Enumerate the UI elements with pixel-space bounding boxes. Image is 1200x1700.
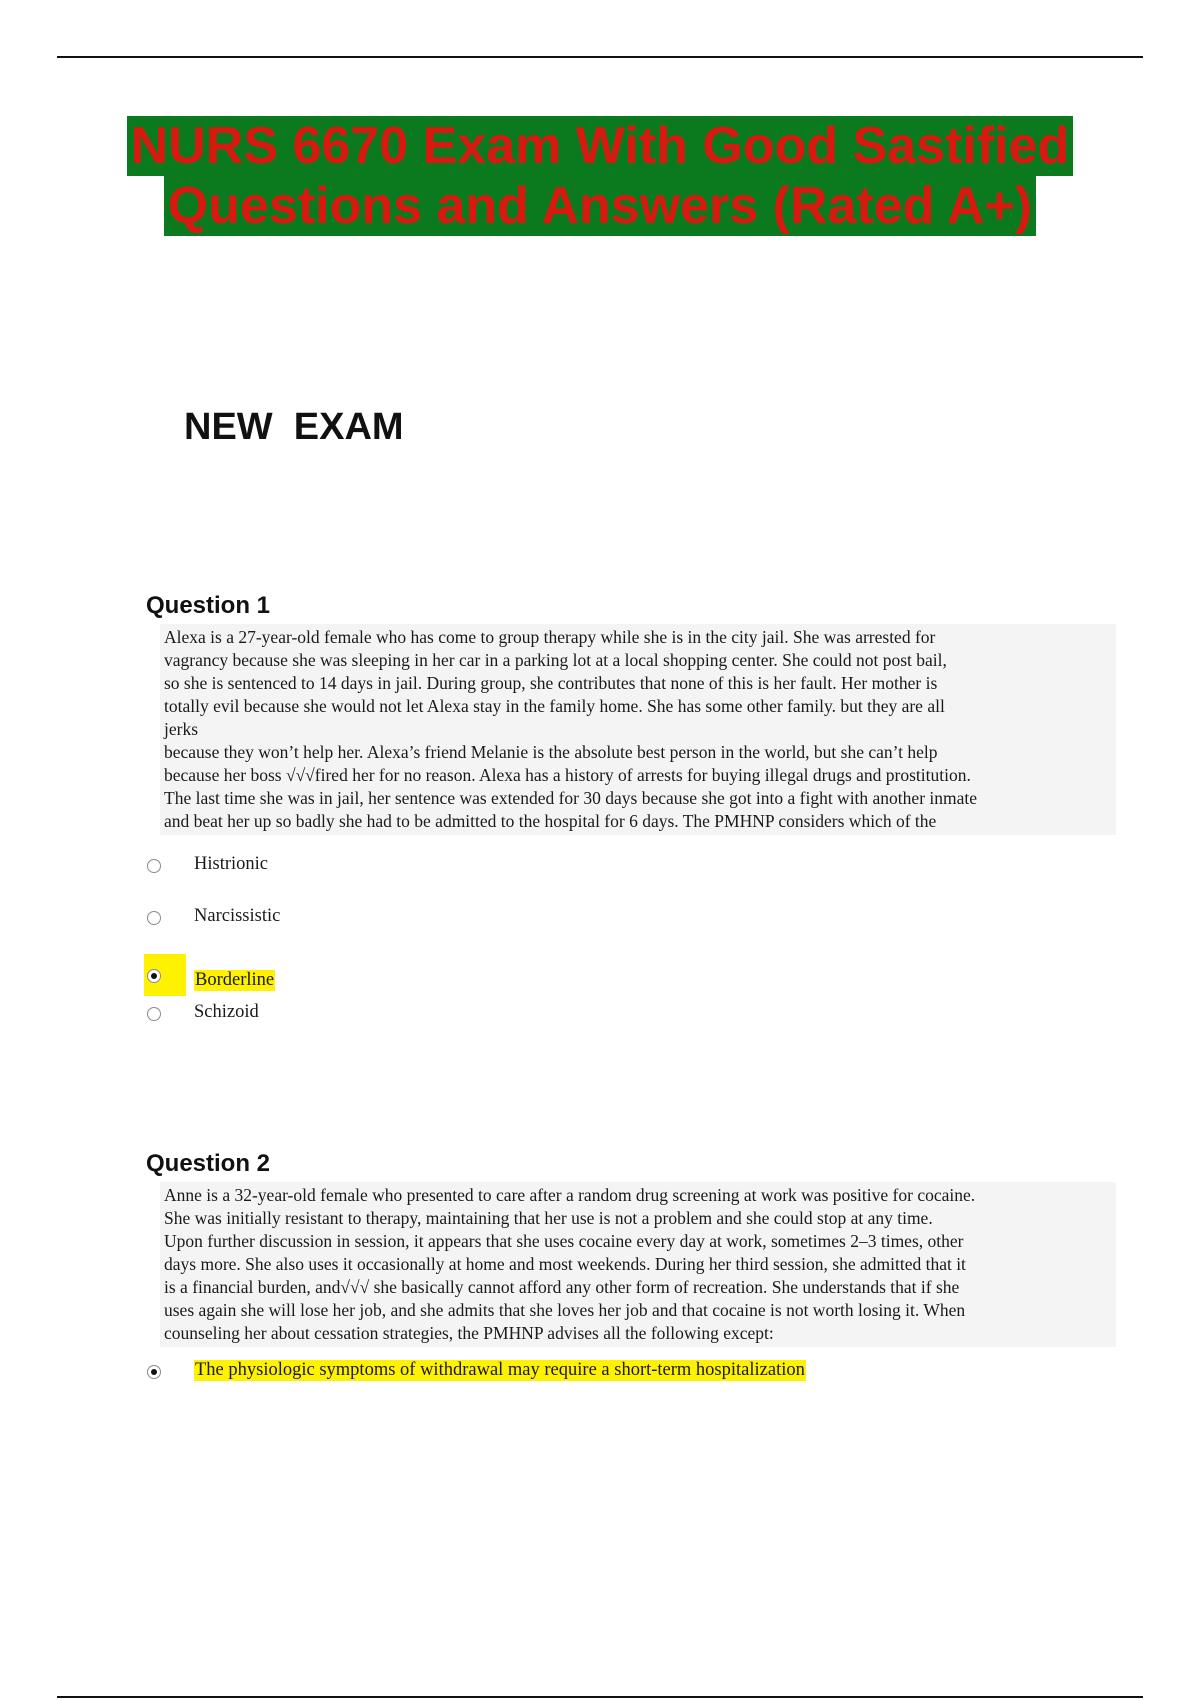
stem-line: and beat her up so badly she had to be admitted to the hospital for 6 days. The PMHNP considers which of the	[164, 811, 937, 831]
stem-line: She was initially resistant to therapy, maintaining that her use is not a problem and she could stop at any time.	[164, 1208, 933, 1228]
question-2-stem	[160, 1182, 1116, 1347]
radio-button-selected[interactable]	[146, 968, 162, 984]
radio-button[interactable]	[146, 858, 162, 874]
top-rule	[57, 56, 1143, 58]
question-1-stem	[160, 624, 1116, 835]
option-borderline[interactable]	[146, 962, 1046, 992]
stem-line: because her boss √√√fired her for no reason. Alexa has a history of arrests for buying illegal drugs and prostitution.	[164, 765, 971, 785]
stem-line: Upon further discussion in session, it appears that she uses cocaine every day at work, sometimes 2–3 times, other	[164, 1231, 964, 1251]
option-narcissistic[interactable]	[146, 904, 1046, 934]
stem-line: so she is sentenced to 14 days in jail. During group, she contributes that none of this is her fault. Her mother is	[164, 673, 938, 693]
stem-line: totally evil because she would not let Alexa stay in the family home. She has some other family. but they are all	[164, 696, 945, 716]
option-withdrawal-hospitalization[interactable]	[146, 1358, 1046, 1388]
option-label-correct: The physiologic symptoms of withdrawal may require a short-term hospitalization	[195, 1360, 805, 1380]
bottom-rule	[57, 1696, 1143, 1698]
stem-line: uses again she will lose her job, and she admits that she loves her job and that cocaine is not worth losing it. When	[164, 1300, 966, 1320]
stem-line: days more. She also uses it occasionally at home and most weekends. During her third session, she admitted that it	[164, 1254, 966, 1274]
radio-button-selected[interactable]	[146, 1364, 162, 1380]
stem-line: counseling her about cessation strategies, the PMHNP advises all the following except:	[164, 1323, 774, 1343]
stem-line: is a financial burden, and√√√ she basically cannot afford any other form of recreation. She understands that if she	[164, 1277, 960, 1297]
title-line-2: Questions and Answers (Rated A+)	[164, 176, 1036, 236]
exam-label: NEW EXAM	[184, 406, 404, 448]
option-label-correct: Borderline	[195, 970, 275, 990]
option-label: Schizoid	[194, 1002, 259, 1022]
option-schizoid[interactable]	[146, 1000, 1046, 1030]
document-title	[60, 116, 1140, 236]
radio-button[interactable]	[146, 1006, 162, 1022]
stem-line: Alexa is a 27-year-old female who has come to group therapy while she is in the city jail. She was arrested for	[164, 627, 936, 647]
stem-line: Anne is a 32-year-old female who presented to care after a random drug screening at work was positive for cocaine.	[164, 1185, 976, 1205]
radio-button[interactable]	[146, 910, 162, 926]
option-label: Histrionic	[194, 854, 268, 874]
question-1-heading: Question 1	[146, 592, 271, 619]
stem-line: vagrancy because she was sleeping in her car in a parking lot at a local shopping center. She could not post bail,	[164, 650, 947, 670]
question-2-heading: Question 2	[146, 1150, 271, 1177]
title-line-1: NURS 6670 Exam With Good Sastified	[127, 116, 1074, 176]
stem-line: The last time she was in jail, her sentence was extended for 30 days because she got into a fight with another inmate	[164, 788, 978, 808]
stem-line: jerks	[164, 719, 199, 739]
stem-line: because they won’t help her. Alexa’s friend Melanie is the absolute best person in the world, but she can’t help	[164, 742, 938, 762]
option-histrionic[interactable]	[146, 852, 1046, 882]
option-label: Narcissistic	[194, 906, 281, 926]
